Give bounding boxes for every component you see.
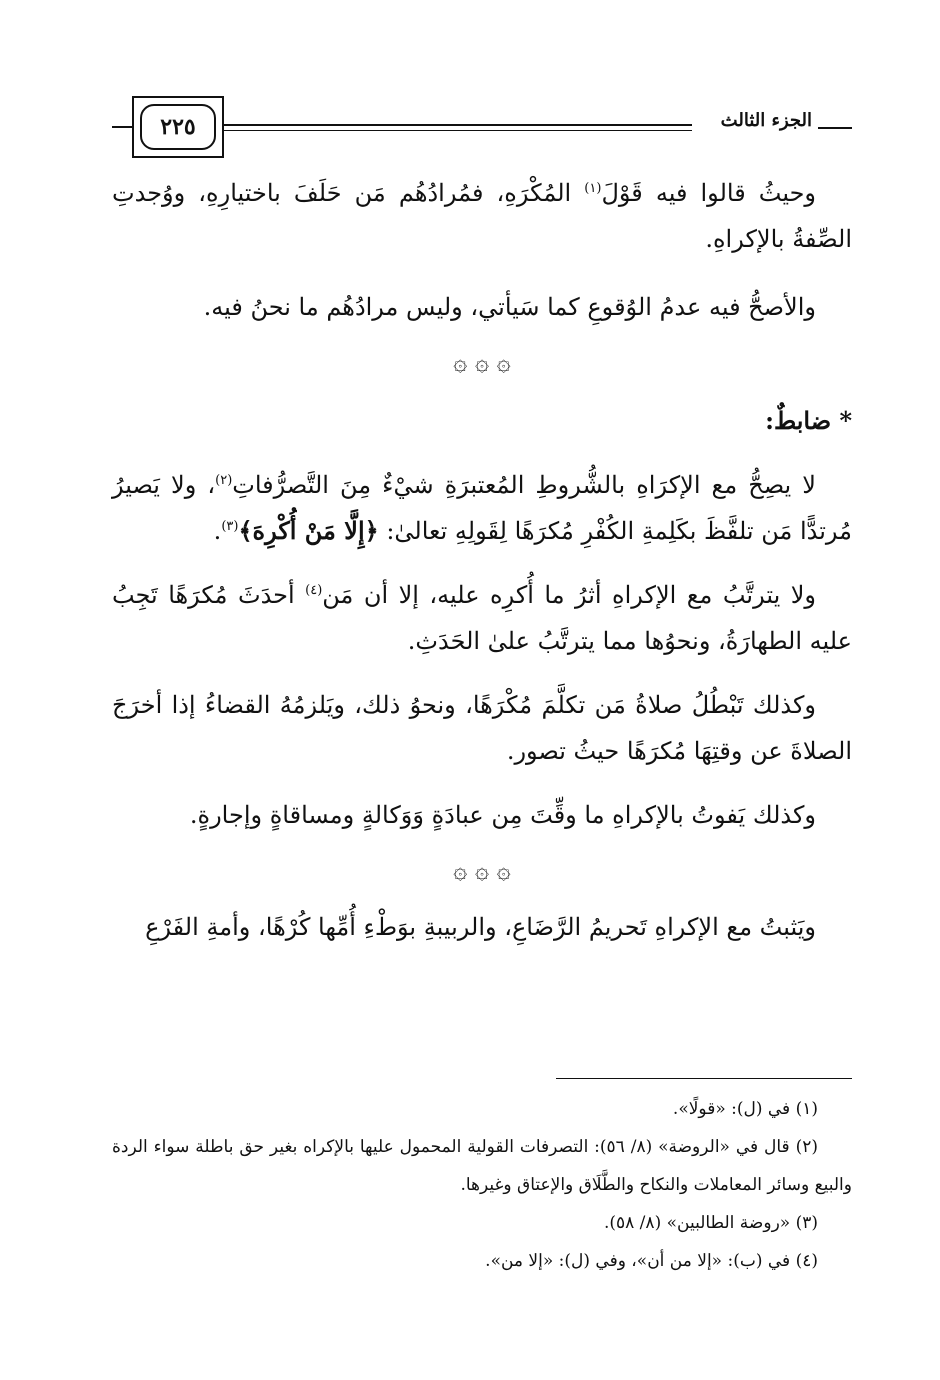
footnote-4: (٤) في (ب): «إلا من أن»، وفي (ل): «إلا من».	[485, 1251, 818, 1271]
paragraph-6: وكذلك يَفوتُ بالإكراهِ ما وقِّتَ مِن عبادَةٍ وَوَكالةٍ ومساقاةٍ وإجارةٍ.	[189, 801, 816, 829]
paragraph-4	[112, 572, 852, 664]
paragraph-7: ويَثبتُ مع الإكراهِ تَحريمُ الرَّضَاعِ، والربيبةِ بوَطْءِ أُمِّها كُرْهًا، وأمةِ الفَرْعِ	[145, 913, 816, 941]
footnote-1: (١) في (ل): «قولًا».	[672, 1099, 818, 1119]
separator-ornament: ۞ ۞ ۞	[453, 348, 511, 376]
footnote-ref-1: (١)	[584, 181, 602, 196]
page-header	[112, 96, 852, 162]
running-head: الجزء الثالث	[720, 110, 812, 131]
paragraph-4-part-b: أحدَثَ مُكرَهًا تَجِبُ عليه الطهارَةُ، ونحوُها مما يترتَّبُ علىٰ الحَدَثِ.	[112, 581, 852, 655]
page-number: ٢٢٥	[140, 104, 216, 150]
footnote-ref-3: (٣)	[221, 519, 239, 534]
footnote-3: (٣) «روضة الطالبين» (٨/ ٥٨).	[603, 1213, 818, 1233]
paragraph-1-part-a: وحيثُ قالوا فيه قَوْلَ	[601, 179, 816, 207]
paragraph-3-part-c: .	[213, 517, 222, 545]
footnote-divider	[556, 1078, 852, 1079]
section-heading: * ضابطٌ:	[765, 406, 852, 435]
paragraph-3-part-a: لا يصِحُّ مع الإكرَاهِ بالشُّروطِ المُعتبرَةِ شيْءٌ مِنَ التَّصرُّفاتِ	[232, 471, 816, 499]
paragraph-5: وكذلك تَبْطُلُ صلاةُ مَن تكلَّمَ مُكْرَهًا، ونحوُ ذلك، ويَلزمُهُ القضاءُ إذا أخرَجَ الصلاةَ عن وقتِهَا مُكرَهًا حيثُ تصور.	[112, 691, 852, 765]
main-text	[112, 170, 852, 950]
header-rule-right	[818, 127, 852, 129]
paragraph-1	[112, 170, 852, 262]
footnote-2: (٢) قال في «الروضة» (٨/ ٥٦): التصرفات القولية المحمول عليها بالإكراه بغير حق باطلة سواء الردة والبيع وسائر المعاملات والنكاح والطَّلَاق والإعتاق وغيرها.	[112, 1137, 852, 1195]
footnotes	[112, 1090, 852, 1280]
paragraph-2: والأصحُّ فيه عدمُ الوُقوعِ كما سَيأتي، وليس مرادُهُم ما نحنُ فيه.	[203, 293, 816, 321]
header-rule-left	[112, 126, 132, 128]
header-rule	[224, 124, 692, 131]
footnote-ref-4: (٤)	[305, 583, 323, 598]
paragraph-1-part-b: المُكْرَهِ، فمُرادُهُم مَن حَلَفَ باختيارِهِ، ووُجدتِ الصِّفةُ بالإكراهِ.	[112, 179, 852, 253]
paragraph-4-part-a: ولا يترتَّبُ مع الإكراهِ أثرُ ما أُكرِه عليه، إلا أن مَن	[322, 581, 817, 609]
paragraph-3-part-b: ، ولا يَصيرُ مُرتدًّا مَن تلفَّظَ بكَلِمةِ الكُفْرِ مُكرَهًا لِقَولِهِ تعالىٰ:	[112, 471, 852, 545]
footnote-ref-2: (٢)	[215, 473, 233, 488]
separator-ornament-2: ۞ ۞ ۞	[453, 856, 511, 884]
page-number-frame	[132, 96, 224, 158]
paragraph-3	[112, 462, 852, 554]
quran-quote: ﴿إِلَّا مَنْ أُكْرِهَ﴾	[238, 516, 379, 545]
